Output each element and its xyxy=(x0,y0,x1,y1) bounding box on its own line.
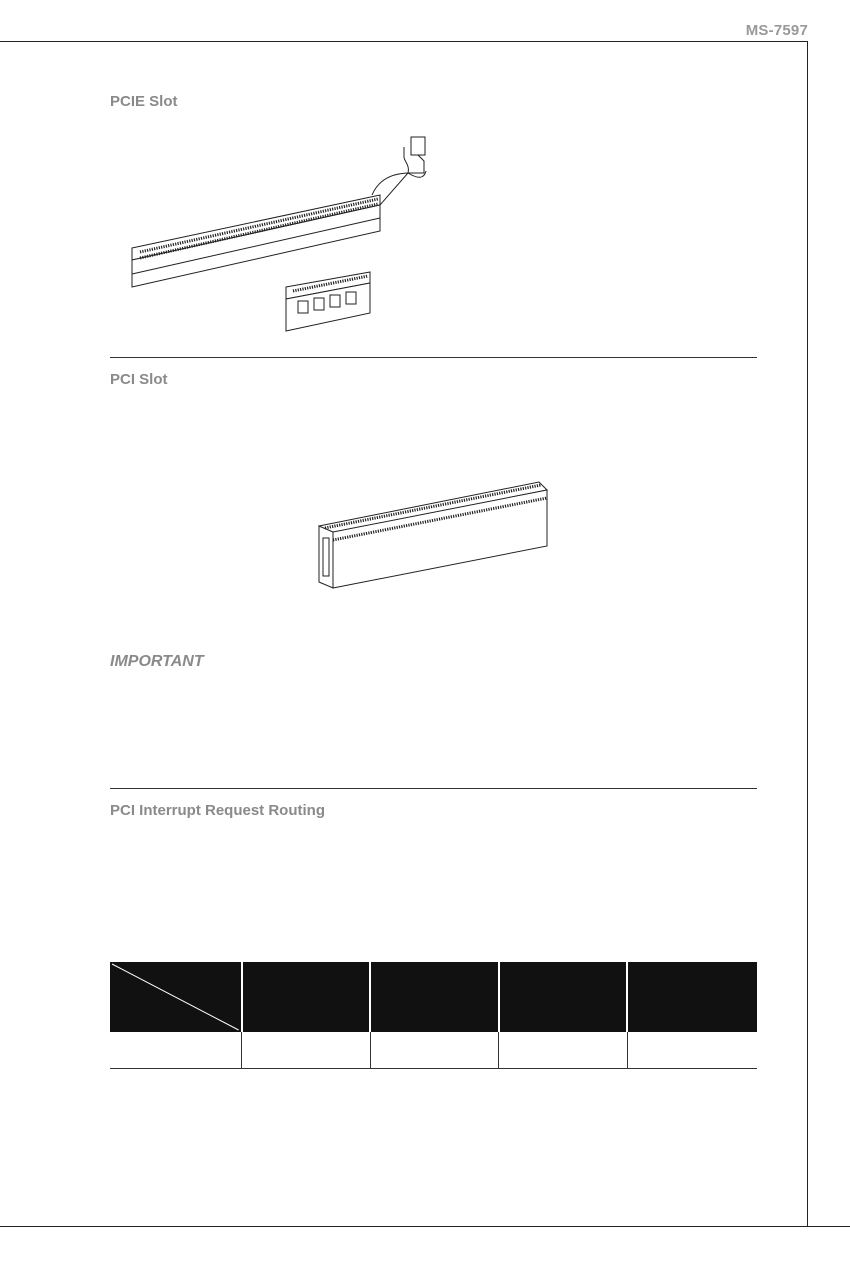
irq-table-header-row xyxy=(110,962,757,1032)
pci-slot-illustration xyxy=(315,476,555,596)
page-header-model: MS-7597 xyxy=(745,22,808,39)
irq-table-header-col-3 xyxy=(499,962,628,1032)
irq-table-cell xyxy=(242,1032,371,1069)
irq-table-header-col-1 xyxy=(242,962,371,1032)
irq-routing-heading: PCI Interrupt Request Routing xyxy=(110,802,325,819)
corner-diagonal-line xyxy=(110,962,241,1032)
irq-table-header-col-2 xyxy=(370,962,499,1032)
irq-table-cell xyxy=(110,1032,242,1069)
frame-top-line xyxy=(0,41,808,42)
table-row xyxy=(110,1032,757,1069)
irq-table-cell xyxy=(499,1032,628,1069)
pci-slot-heading: PCI Slot xyxy=(110,371,168,388)
pcie-slot-heading: PCIE Slot xyxy=(110,93,178,110)
irq-table-cell xyxy=(627,1032,757,1069)
irq-table-cell xyxy=(370,1032,499,1069)
frame-bottom-line xyxy=(0,1226,850,1227)
important-heading: IMPORTANT xyxy=(110,653,204,670)
irq-routing-table xyxy=(110,962,757,1069)
irq-table-header-col-4 xyxy=(627,962,757,1032)
divider-after-important xyxy=(110,788,757,789)
irq-table-corner-cell xyxy=(110,962,242,1032)
divider-after-pcie xyxy=(110,357,757,358)
frame-right-line xyxy=(807,41,808,1227)
pcie-slot-illustration xyxy=(128,135,438,335)
